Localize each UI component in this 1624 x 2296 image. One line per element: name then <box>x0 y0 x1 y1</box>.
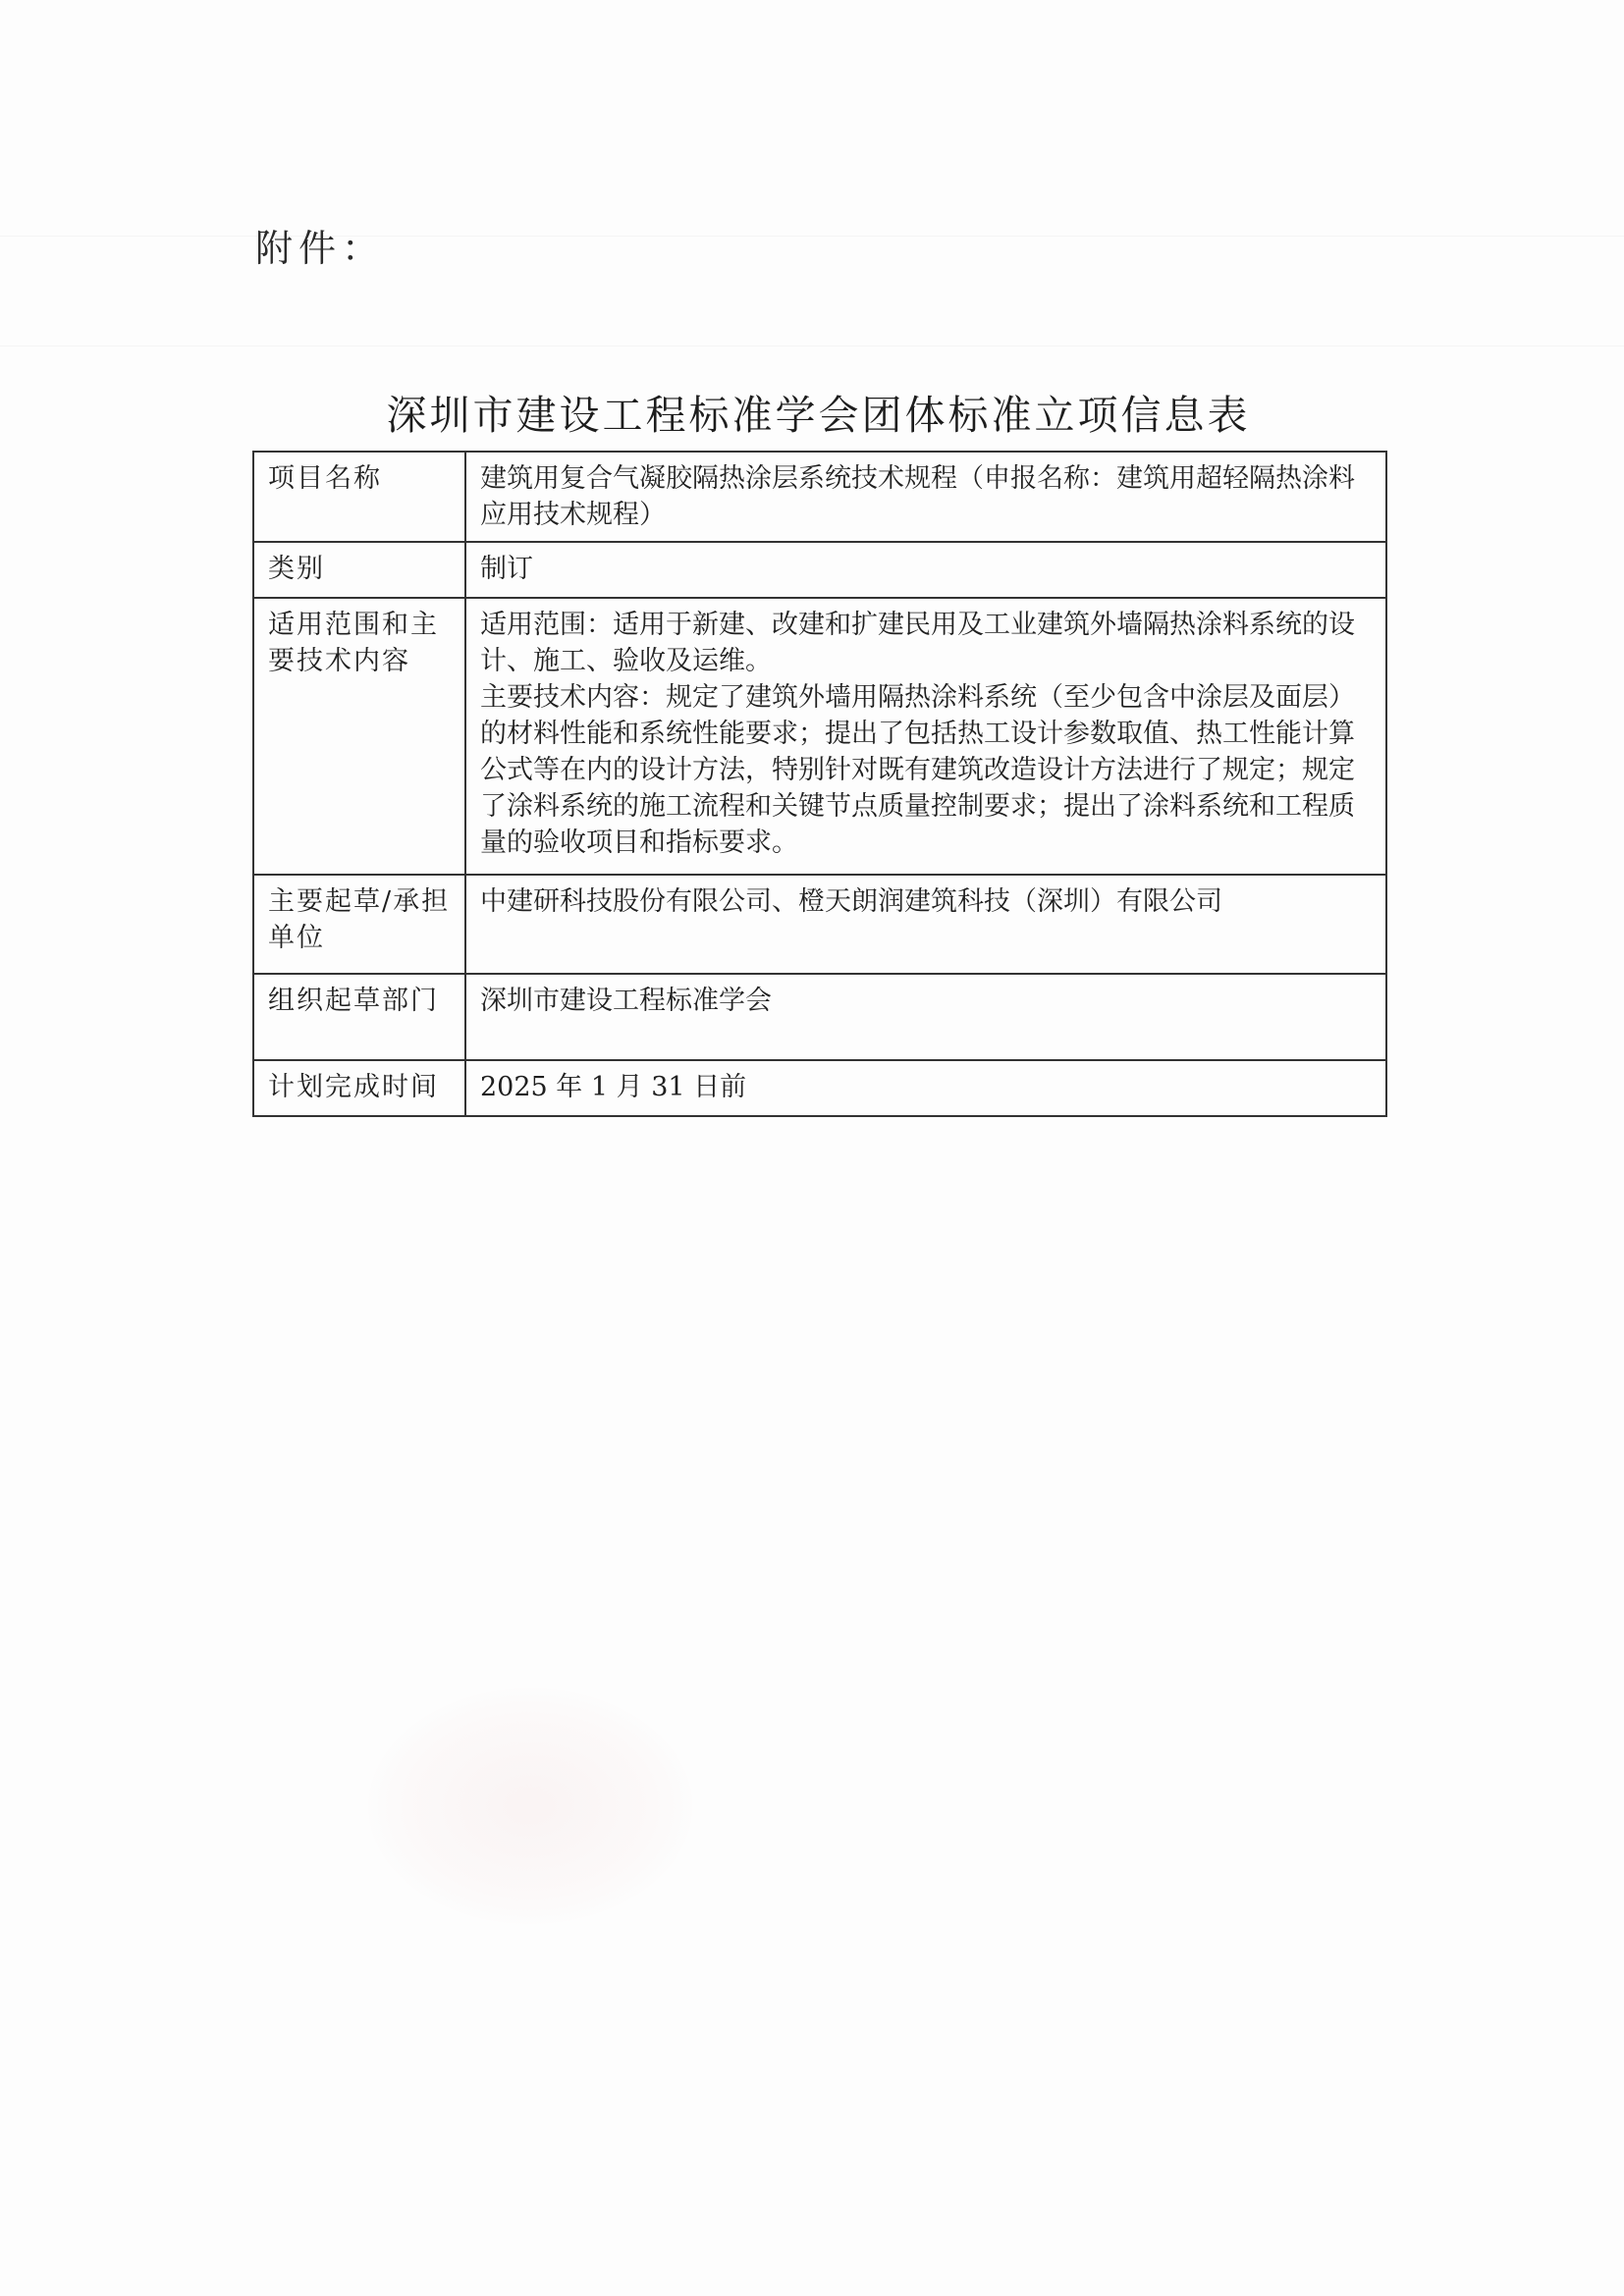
document-title: 深圳市建设工程标准学会团体标准立项信息表 <box>386 392 1251 439</box>
row-label-completion-time: 计划完成时间 <box>253 1060 465 1116</box>
table-row-organizing-dept <box>253 974 1386 1060</box>
row-value-organizing-dept: 深圳市建设工程标准学会 <box>465 974 1386 1060</box>
technical-content-paragraph: 主要技术内容：规定了建筑外墙用隔热涂料系统（至少包含中涂层及面层）的材料性能和系统性能要求；提出了包括热工设计参数取值、热工性能计算公式等在内的设计方法，特别针对既有建筑改造设计方法进行了规定；规定了涂料系统的施工流程和关键节点质量控制要求；提出了涂料系统和工程质量的验收项目和指标要求。 <box>480 682 1355 858</box>
row-value-scope-content <box>465 598 1386 875</box>
table-row-completion-time <box>253 1060 1386 1116</box>
table-row-category <box>253 542 1386 598</box>
attachment-label: 附件： <box>255 227 386 270</box>
row-label-project-name: 项目名称 <box>253 452 465 542</box>
row-value-drafting-units: 中建研科技股份有限公司、橙天朗润建筑科技（深圳）有限公司 <box>465 875 1386 974</box>
row-value-project-name: 建筑用复合气凝胶隔热涂层系统技术规程（申报名称：建筑用超轻隔热涂料应用技术规程） <box>465 452 1386 542</box>
row-label-organizing-dept: 组织起草部门 <box>253 974 465 1060</box>
table-row-scope-content <box>253 598 1386 875</box>
row-label-drafting-units: 主要起草/承担单位 <box>253 875 465 974</box>
table-row-drafting-units <box>253 875 1386 974</box>
row-value-category: 制订 <box>465 542 1386 598</box>
scan-artifact-line <box>0 236 1624 237</box>
faded-seal-stamp <box>368 1688 692 1924</box>
table-row-project-name <box>253 452 1386 542</box>
scan-artifact-line <box>0 346 1624 347</box>
row-label-scope-content: 适用范围和主要技术内容 <box>253 598 465 875</box>
row-value-completion-time: 2025 年 1 月 31 日前 <box>465 1060 1386 1116</box>
scope-paragraph: 适用范围：适用于新建、改建和扩建民用及工业建筑外墙隔热涂料系统的设计、施工、验收及运维。 <box>480 610 1355 676</box>
row-label-category: 类别 <box>253 542 465 598</box>
project-info-table <box>252 451 1387 1117</box>
